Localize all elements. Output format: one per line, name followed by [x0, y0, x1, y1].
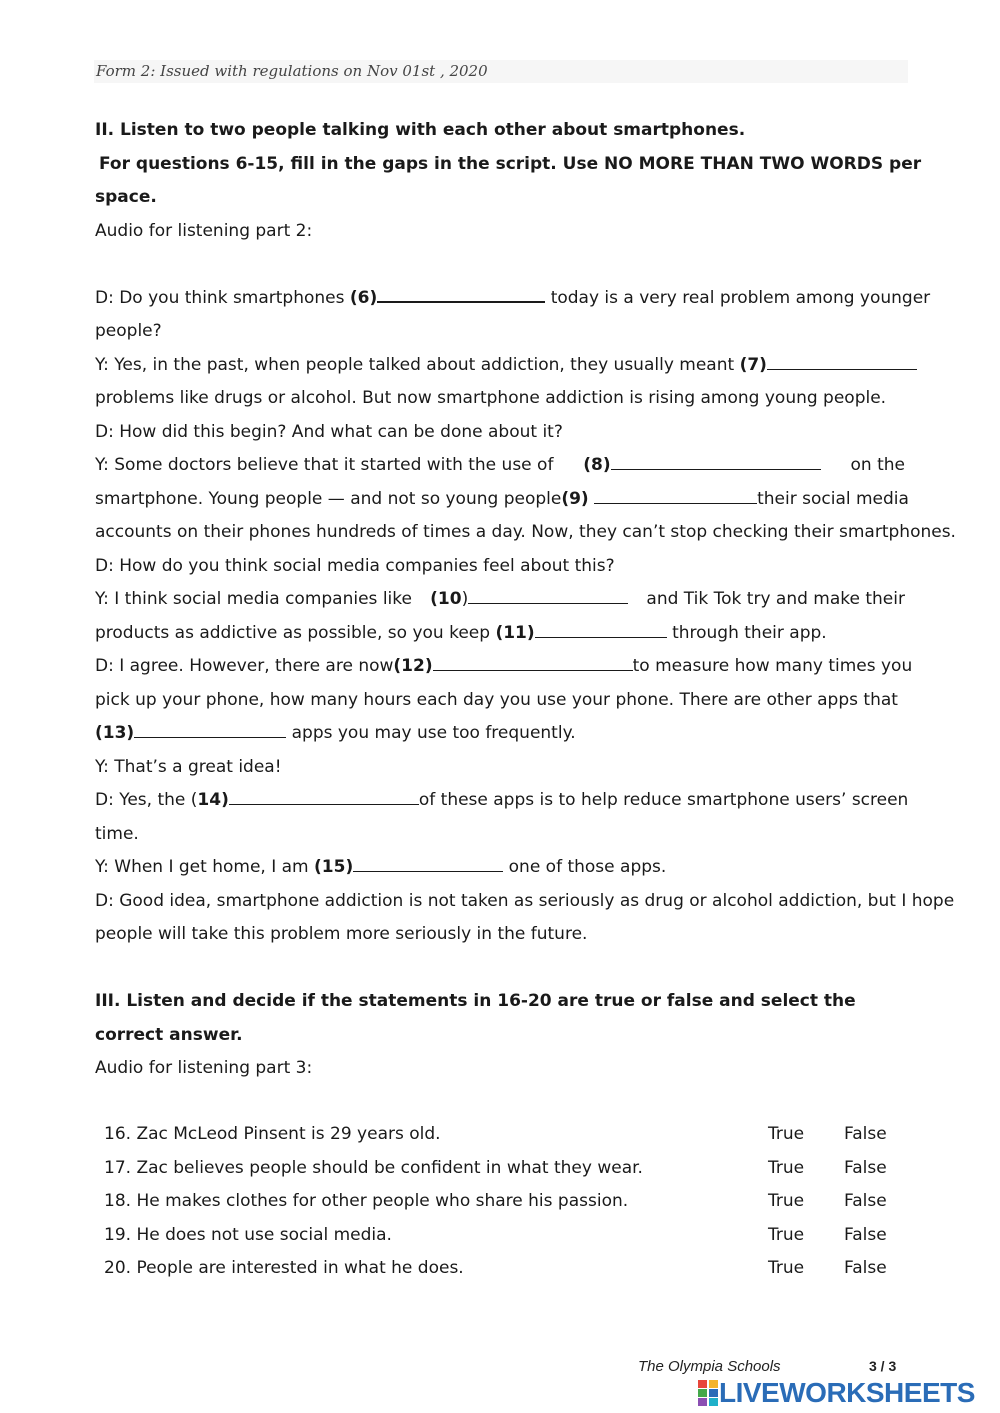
script-line-12: D: I agree. However, there are now (12) to measure how many times you	[95, 656, 913, 676]
script-line-14: D: Yes, the (14) of these apps is to help reduce smartphone users’ screen	[95, 790, 909, 810]
worksheet-content	[95, 114, 956, 1086]
form-header: Form 2: Issued with regulations on Nov 01st , 2020	[94, 60, 908, 83]
gap-number-15: (15)	[314, 857, 354, 877]
tf-question-row	[104, 1219, 904, 1253]
script-line-11: products as addictive as possible, so you keep (11) through their app.	[95, 622, 827, 643]
gap-9-blank[interactable]	[594, 487, 757, 504]
gap-number-11: (11)	[495, 622, 535, 643]
tf-question-row	[104, 1118, 904, 1152]
gap-number-9: (9)	[561, 488, 589, 509]
gap-number-7: (7)	[739, 354, 767, 375]
liveworksheets-logo	[697, 1378, 975, 1408]
true-option[interactable]: True	[768, 1191, 805, 1211]
script-line: accounts on their phones hundreds of times a day. Now, they can’t stop checking their smartphones.	[95, 522, 956, 542]
script-line-10: Y: I think social media companies like (10) and Tik Tok try and make their	[95, 589, 905, 609]
gap-number-13: (13)	[95, 723, 135, 743]
gap-10-blank[interactable]	[468, 587, 628, 604]
true-false-table	[104, 1118, 904, 1286]
script-line: time.	[95, 823, 139, 844]
question-text: 18. He makes clothes for other people who share his passion.	[104, 1191, 629, 1211]
false-option[interactable]: False	[844, 1157, 887, 1178]
question-text: 20. People are interested in what he does.	[104, 1258, 464, 1278]
script-line: problems like drugs or alcohol. But now smartphone addiction is rising among young people.	[95, 388, 887, 408]
section-2-instructions-end: space.	[95, 187, 157, 207]
gap-number-10: (10	[430, 589, 462, 609]
section-3-title: III. Listen and decide if the statements in 16-20 are true or false and select the	[95, 991, 856, 1011]
script-line: D: Good idea, smartphone addiction is not taken as seriously as drug or alcohol addiction, but I hope	[95, 890, 955, 911]
false-option[interactable]: False	[844, 1124, 887, 1144]
script-line-6: D: Do you think smartphones (6) today is a very real problem among younger	[95, 282, 905, 316]
script-line: D: How did this begin? And what can be done about it?	[95, 421, 563, 442]
section-2-title: II. Listen to two people talking with each other about smartphones.	[95, 120, 746, 140]
script-line-9: smartphone. Young people — and not so young people (9) their social media	[95, 488, 909, 509]
gap-number-8: (8)	[583, 455, 611, 475]
gap-13-blank[interactable]	[134, 721, 286, 738]
gap-number-6: (6)	[349, 287, 378, 308]
true-option[interactable]: True	[768, 1124, 805, 1144]
gap-15-blank[interactable]	[353, 855, 503, 872]
tf-question-row	[104, 1252, 904, 1286]
footer-school-name: The Olympia Schools	[638, 1358, 781, 1375]
script-line-15: Y: When I get home, I am (15) one of those apps.	[95, 857, 667, 877]
tf-question-row	[104, 1152, 904, 1186]
script-line: D: How do you think social media companies feel about this?	[95, 555, 615, 576]
script-line: Y: That’s a great idea!	[95, 756, 282, 777]
true-option[interactable]: True	[768, 1224, 805, 1245]
audio-label-part-2: Audio for listening part 2:	[95, 220, 313, 241]
logo-text: LIVEWORKSHEETS	[719, 1377, 975, 1408]
page-number: 3 / 3	[869, 1358, 897, 1374]
section-2-instructions: For questions 6-15, fill in the gaps in the script. Use NO MORE THAN TWO WORDS per	[99, 153, 922, 174]
tf-question-row	[104, 1185, 904, 1219]
script-line-7: Y: Yes, in the past, when people talked about addiction, they usually meant (7)	[95, 349, 905, 383]
gap-8-blank[interactable]	[611, 453, 821, 470]
gap-number-14: 14)	[197, 790, 229, 810]
gap-14-blank[interactable]	[229, 788, 419, 805]
audio-label-part-3: Audio for listening part 3:	[95, 1058, 313, 1078]
section-3-title-end: correct answer.	[95, 1024, 243, 1045]
question-text: 17. Zac believes people should be confident in what they wear.	[104, 1157, 643, 1178]
gap-6-blank[interactable]	[377, 285, 545, 303]
true-option[interactable]: True	[768, 1258, 805, 1278]
blocks-icon	[697, 1379, 719, 1407]
question-text: 19. He does not use social media.	[104, 1224, 392, 1245]
question-text: 16. Zac McLeod Pinsent is 29 years old.	[104, 1124, 441, 1144]
script-line-13: (13) apps you may use too frequently.	[95, 723, 576, 743]
gap-number-12: (12)	[393, 656, 433, 676]
false-option[interactable]: False	[844, 1224, 887, 1245]
gap-7-blank[interactable]	[767, 353, 917, 370]
script-line: people?	[95, 321, 162, 341]
script-line-8: Y: Some doctors believe that it started with the use of (8) on the	[95, 455, 905, 475]
gap-12-blank[interactable]	[433, 654, 633, 671]
gap-11-blank[interactable]	[535, 621, 667, 638]
script-line: pick up your phone, how many hours each day you use your phone. There are other apps that	[95, 689, 898, 710]
false-option[interactable]: False	[844, 1258, 887, 1278]
script-line: people will take this problem more seriously in the future.	[95, 924, 588, 944]
true-option[interactable]: True	[768, 1157, 805, 1178]
false-option[interactable]: False	[844, 1191, 887, 1211]
